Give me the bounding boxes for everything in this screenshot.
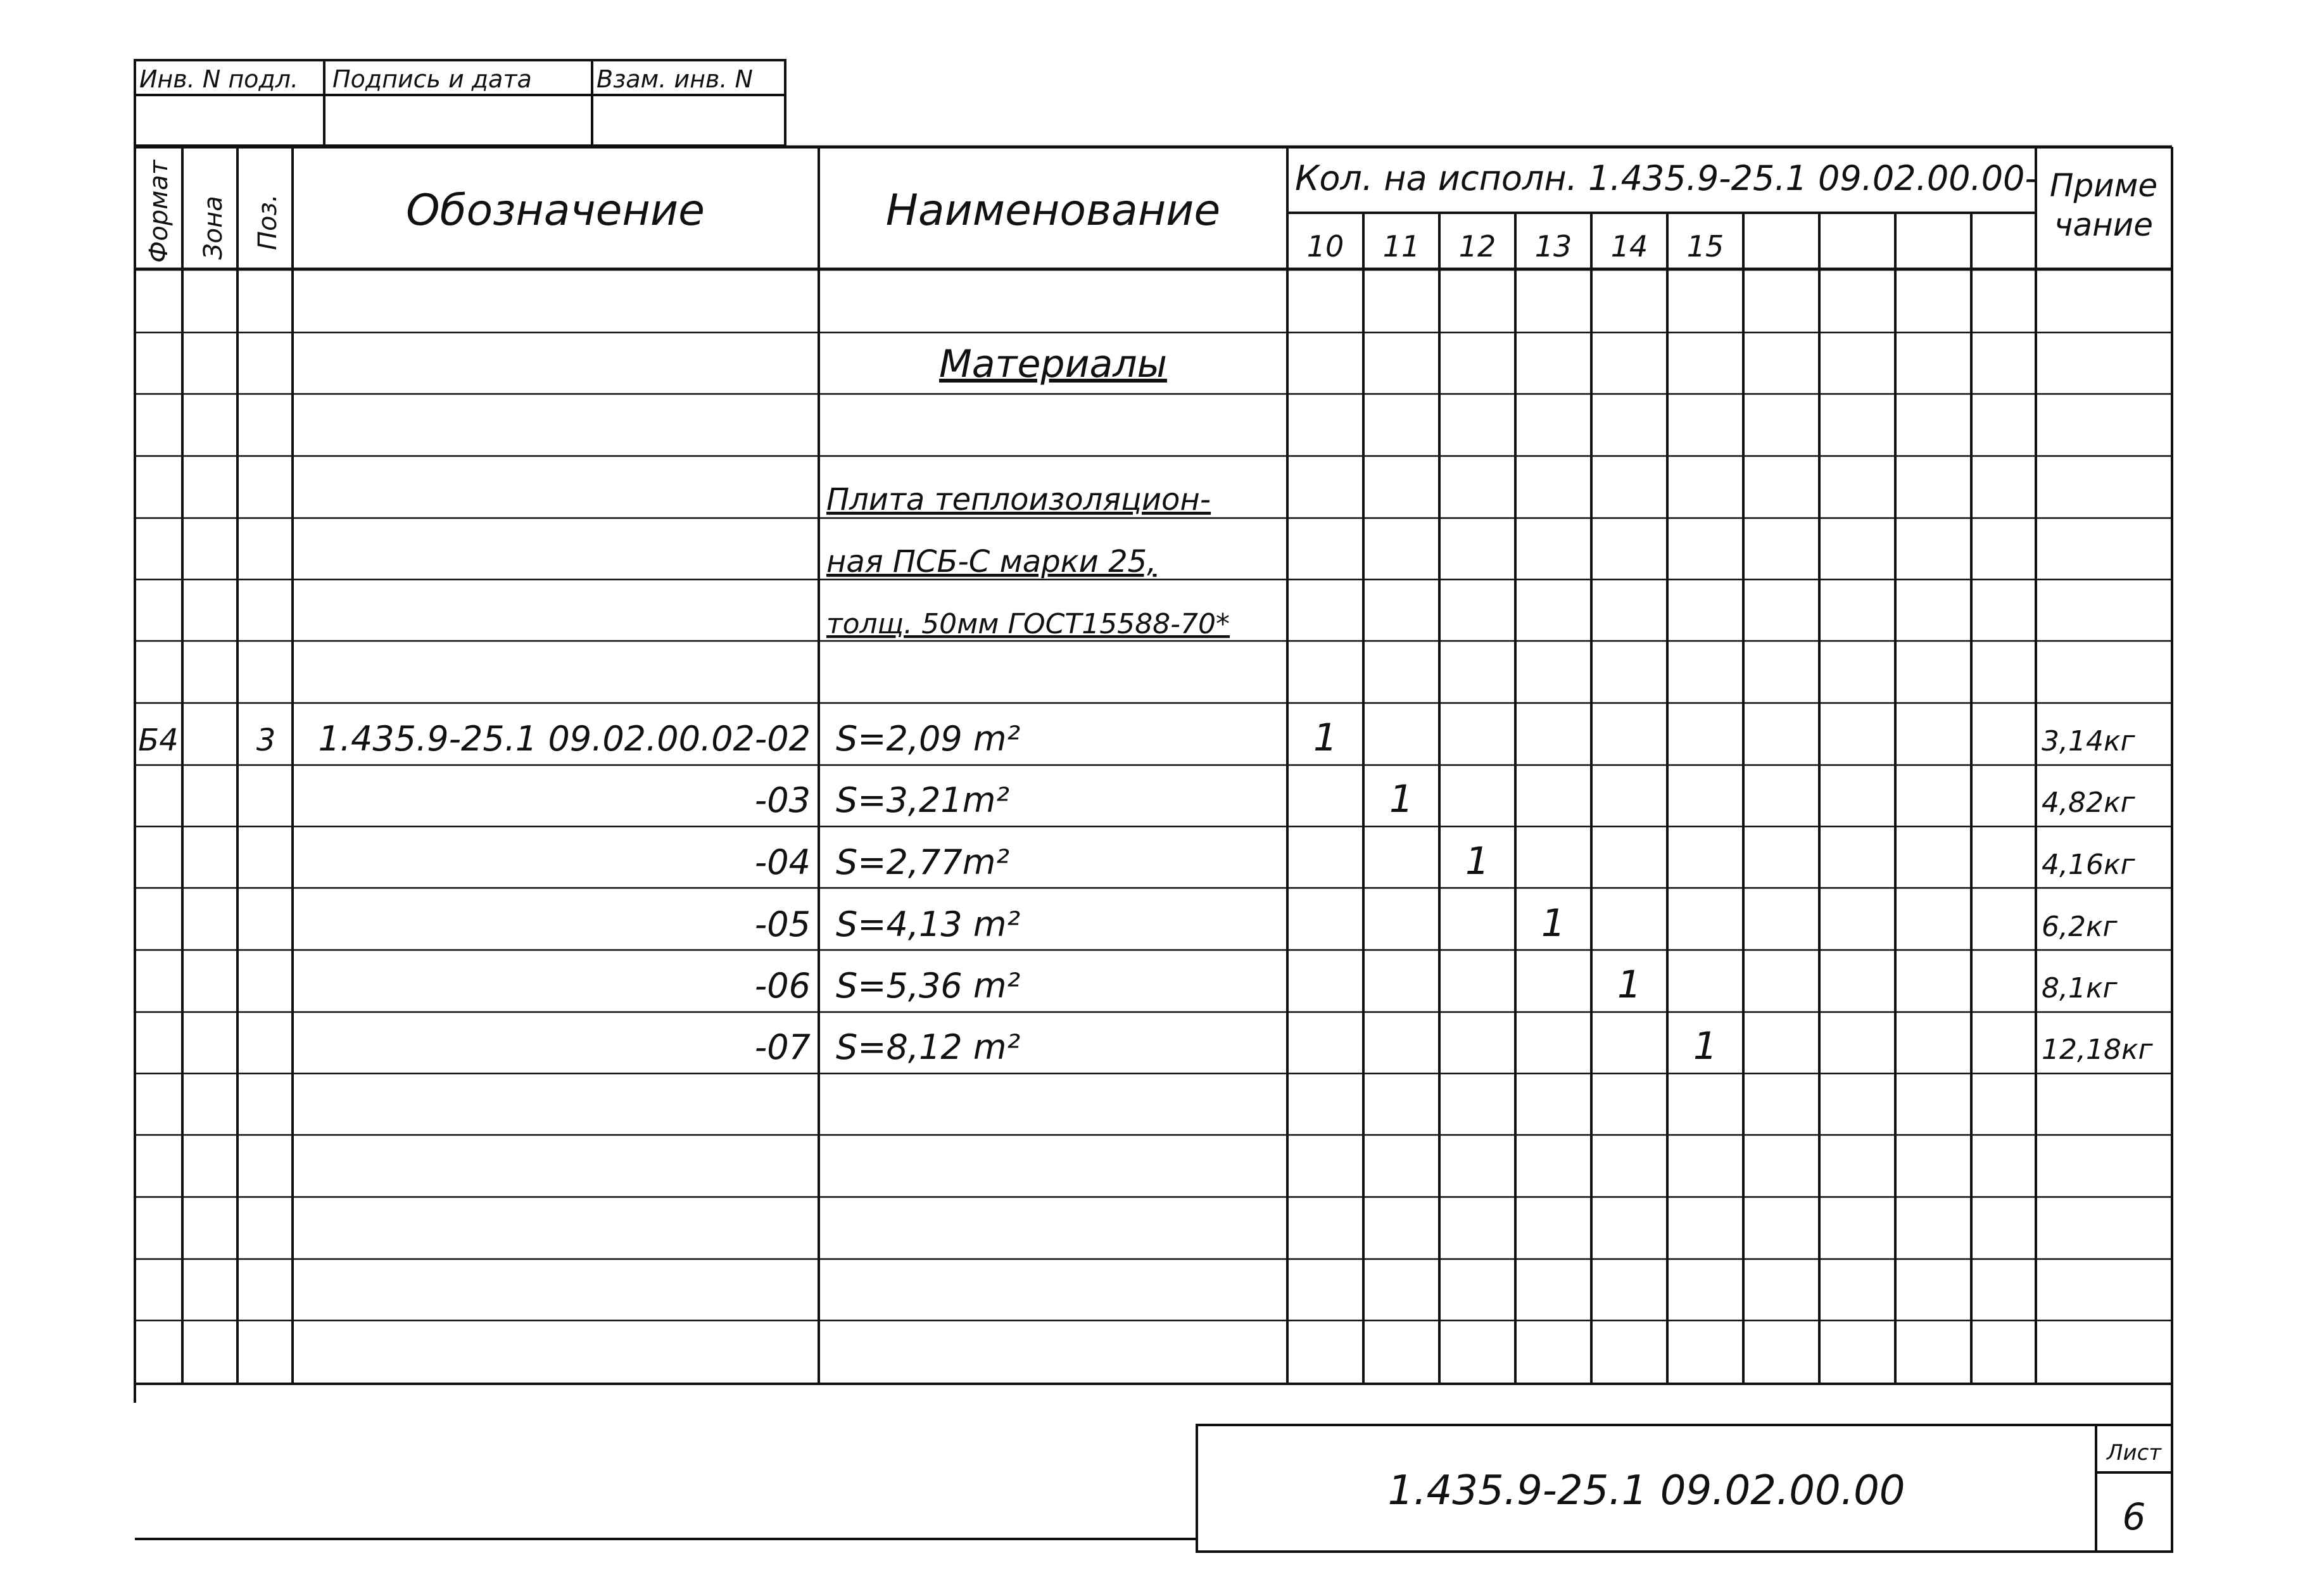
- qty-column-header: 11: [1382, 229, 1420, 263]
- cell-format: Б4: [138, 723, 179, 758]
- data-rows: [138, 716, 2153, 1068]
- qty-column-header: 15: [1686, 229, 1724, 263]
- cell-name: S=2,09 m²: [836, 719, 1021, 759]
- material-desc-line2: ная ПСБ-С марки 25,: [826, 544, 1157, 579]
- table-row: [755, 901, 2118, 946]
- header-zone: Зона: [199, 196, 228, 260]
- stamp-sign-label: Подпись и дата: [332, 65, 532, 93]
- cell-designation: -04: [754, 842, 811, 882]
- cell-name: S=8,12 m²: [836, 1027, 1021, 1067]
- cell-name: S=4,13 m²: [836, 904, 1021, 944]
- cell-designation: -03: [754, 780, 811, 820]
- table-row: [755, 839, 2136, 883]
- cell-pos: 3: [256, 723, 276, 758]
- cell-note: 8,1кг: [2042, 972, 2118, 1004]
- sheet-label: Лист: [2106, 1440, 2162, 1466]
- grid-lines: [135, 60, 2172, 1552]
- header-qty-caption: Кол. на исполн. 1.435.9-25.1 09.02.00.00-: [1295, 158, 2037, 198]
- qty-column-header: 13: [1534, 229, 1572, 263]
- cell-qty: 1: [1465, 839, 1490, 883]
- qty-column-header: 10: [1306, 229, 1344, 263]
- cell-designation: 1.435.9-25.1 09.02.00.02-02: [318, 719, 811, 759]
- cell-qty: 1: [1693, 1024, 1718, 1068]
- qty-column-header: 12: [1458, 229, 1496, 263]
- cell-note: 6,2кг: [2042, 911, 2118, 943]
- row-lines: [135, 332, 2172, 1320]
- stamp-inv-label: Инв. N подл.: [139, 65, 299, 93]
- table-row: [755, 963, 2118, 1007]
- header-format: Формат: [144, 160, 174, 263]
- header-pos: Поз.: [253, 194, 282, 250]
- cell-designation: -07: [754, 1027, 811, 1067]
- cell-qty: 1: [1389, 777, 1414, 821]
- cell-qty: 1: [1617, 963, 1642, 1007]
- cell-designation: -06: [754, 966, 811, 1006]
- cell-note: 3,14кг: [2042, 725, 2135, 757]
- sheet-number: 6: [2122, 1495, 2146, 1538]
- stamp-replace-label: Взам. инв. N: [597, 65, 753, 93]
- header-note-line2: чание: [2054, 206, 2154, 243]
- cell-name: S=2,77m²: [836, 842, 1010, 882]
- section-title: Материалы: [939, 342, 1167, 386]
- qty-column-header: 14: [1610, 229, 1648, 263]
- table-row: [138, 716, 2135, 760]
- material-desc-line3: толщ. 50мм ГОСТ15588-70*: [826, 608, 1230, 640]
- header-designation: Обозначение: [406, 186, 705, 236]
- table-row: [755, 777, 2136, 821]
- header-name: Наименование: [885, 186, 1221, 236]
- cell-designation: -05: [754, 904, 811, 944]
- header-note-line1: Приме: [2049, 167, 2158, 204]
- cell-note: 4,82кг: [2042, 787, 2135, 819]
- cell-qty: 1: [1541, 901, 1566, 946]
- document-code: 1.435.9-25.1 09.02.00.00: [1387, 1467, 1905, 1514]
- cell-note: 4,16кг: [2042, 849, 2135, 881]
- cell-name: S=5,36 m²: [836, 966, 1021, 1006]
- cell-name: S=3,21m²: [836, 780, 1010, 820]
- cell-qty: 1: [1313, 716, 1338, 760]
- cell-note: 12,18кг: [2042, 1034, 2153, 1066]
- table-row: [755, 1024, 2154, 1068]
- material-desc-line1: Плита теплоизоляцион-: [826, 482, 1211, 517]
